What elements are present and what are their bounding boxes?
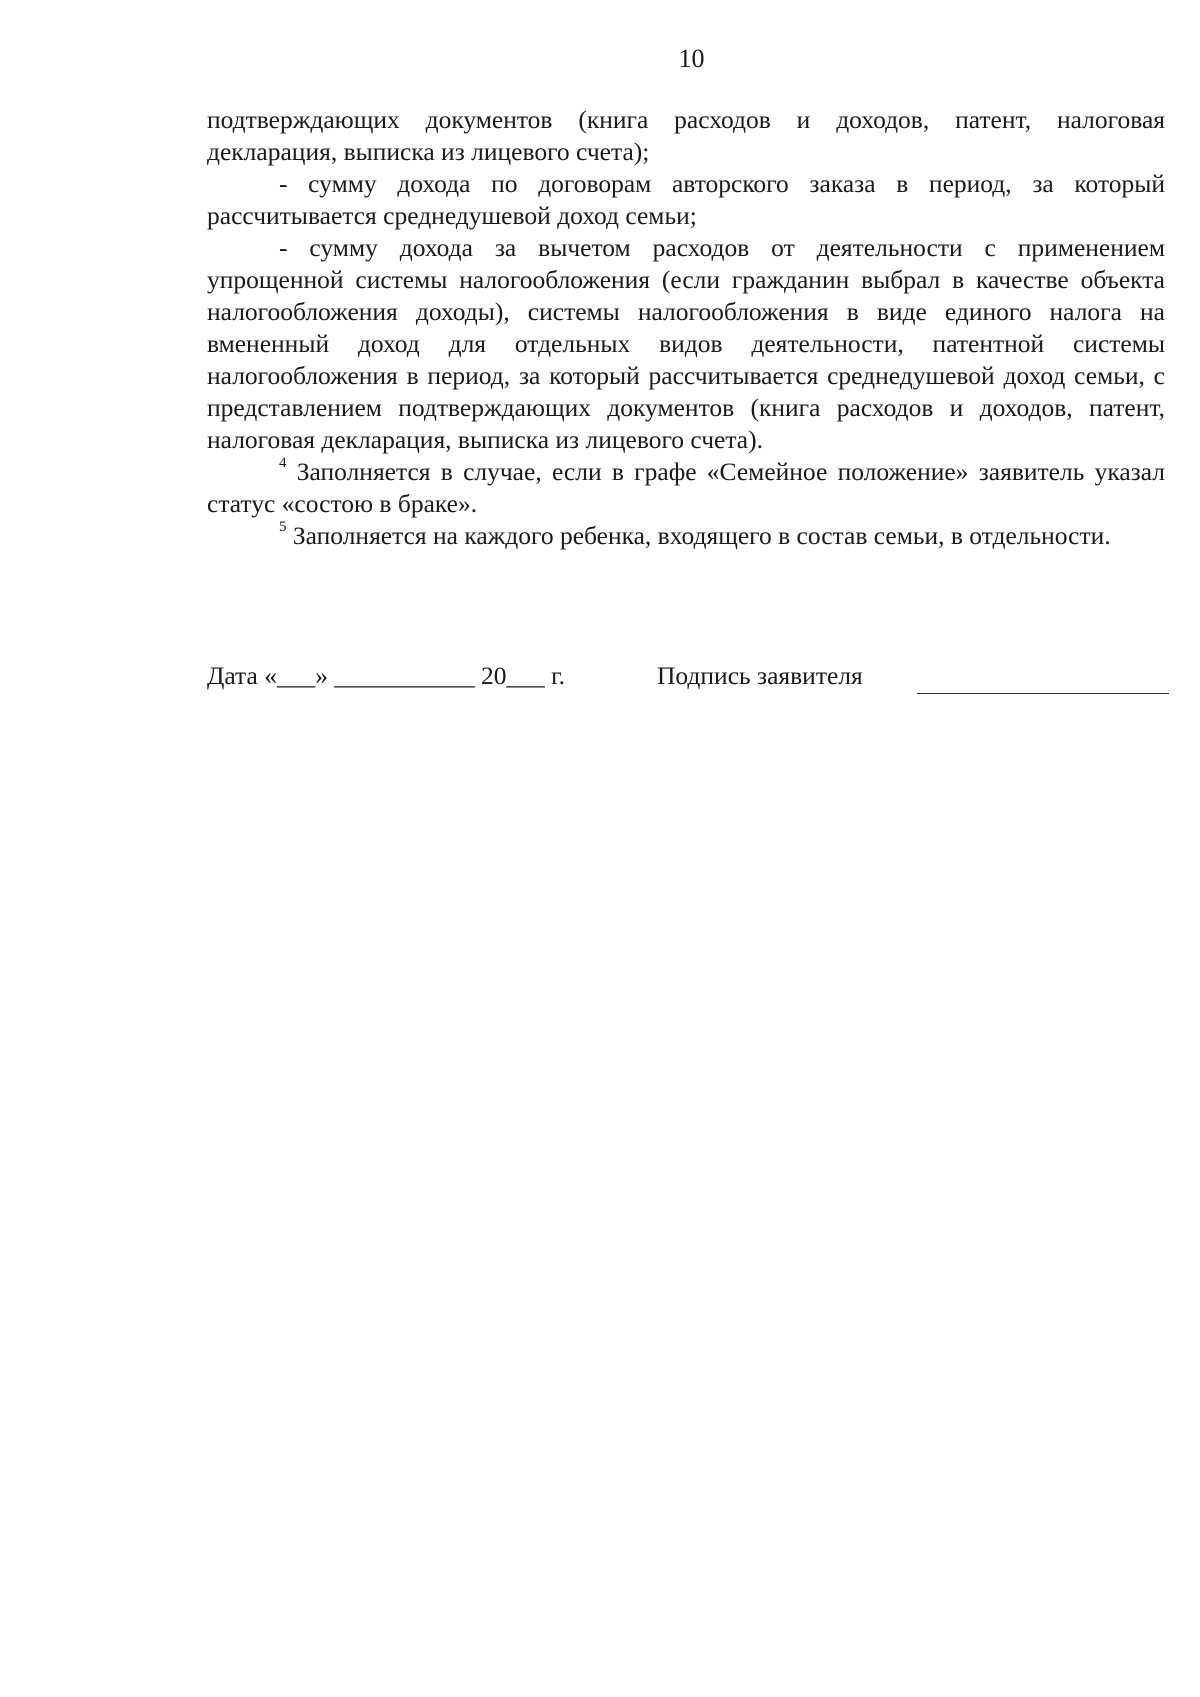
document-body xyxy=(207,104,1165,552)
footnote-4-text: Заполняется в случае, если в графе «Семейное положение» заявитель указал статус «состою в браке». xyxy=(207,457,1165,518)
footnote-5 xyxy=(207,520,1165,552)
signature-line xyxy=(917,693,1169,694)
footnote-4 xyxy=(207,456,1165,520)
signature-label: Подпись заявителя xyxy=(657,661,863,690)
paragraph-tax-system-income: - сумму дохода за вычетом расходов от деятельности с применением упрощенной системы налогообложения (если гражданин выбрал в качестве объекта налогообложения доходы), системы налогообложения в виде единого налога на вмененный доход для отдельных видов деятельности, патентной системы налогообложения в период, за который рассчитывается среднедушевой доход семьи, с представлением подтверждающих документов (книга расходов и доходов, патент, налоговая декларация, выписка из лицевого счета). xyxy=(207,233,1165,454)
footnote-5-text: Заполняется на каждого ребенка, входящего в состав семьи, в отдельности. xyxy=(286,521,1111,550)
page-number: 10 xyxy=(678,44,705,73)
date-label: Дата «___» ___________ 20___ г. xyxy=(207,661,566,690)
footnote-4-mark: 4 xyxy=(279,455,287,471)
paragraph-author-contract-income: - сумму дохода по договорам авторского заказа в период, за который рассчитывается среднедушевой доход семьи; xyxy=(207,169,1165,230)
footnote-5-mark: 5 xyxy=(279,519,287,535)
paragraph-continuation: подтверждающих документов (книга расходов и доходов, патент, налоговая декларация, выписка из лицевого счета); xyxy=(207,105,1165,166)
